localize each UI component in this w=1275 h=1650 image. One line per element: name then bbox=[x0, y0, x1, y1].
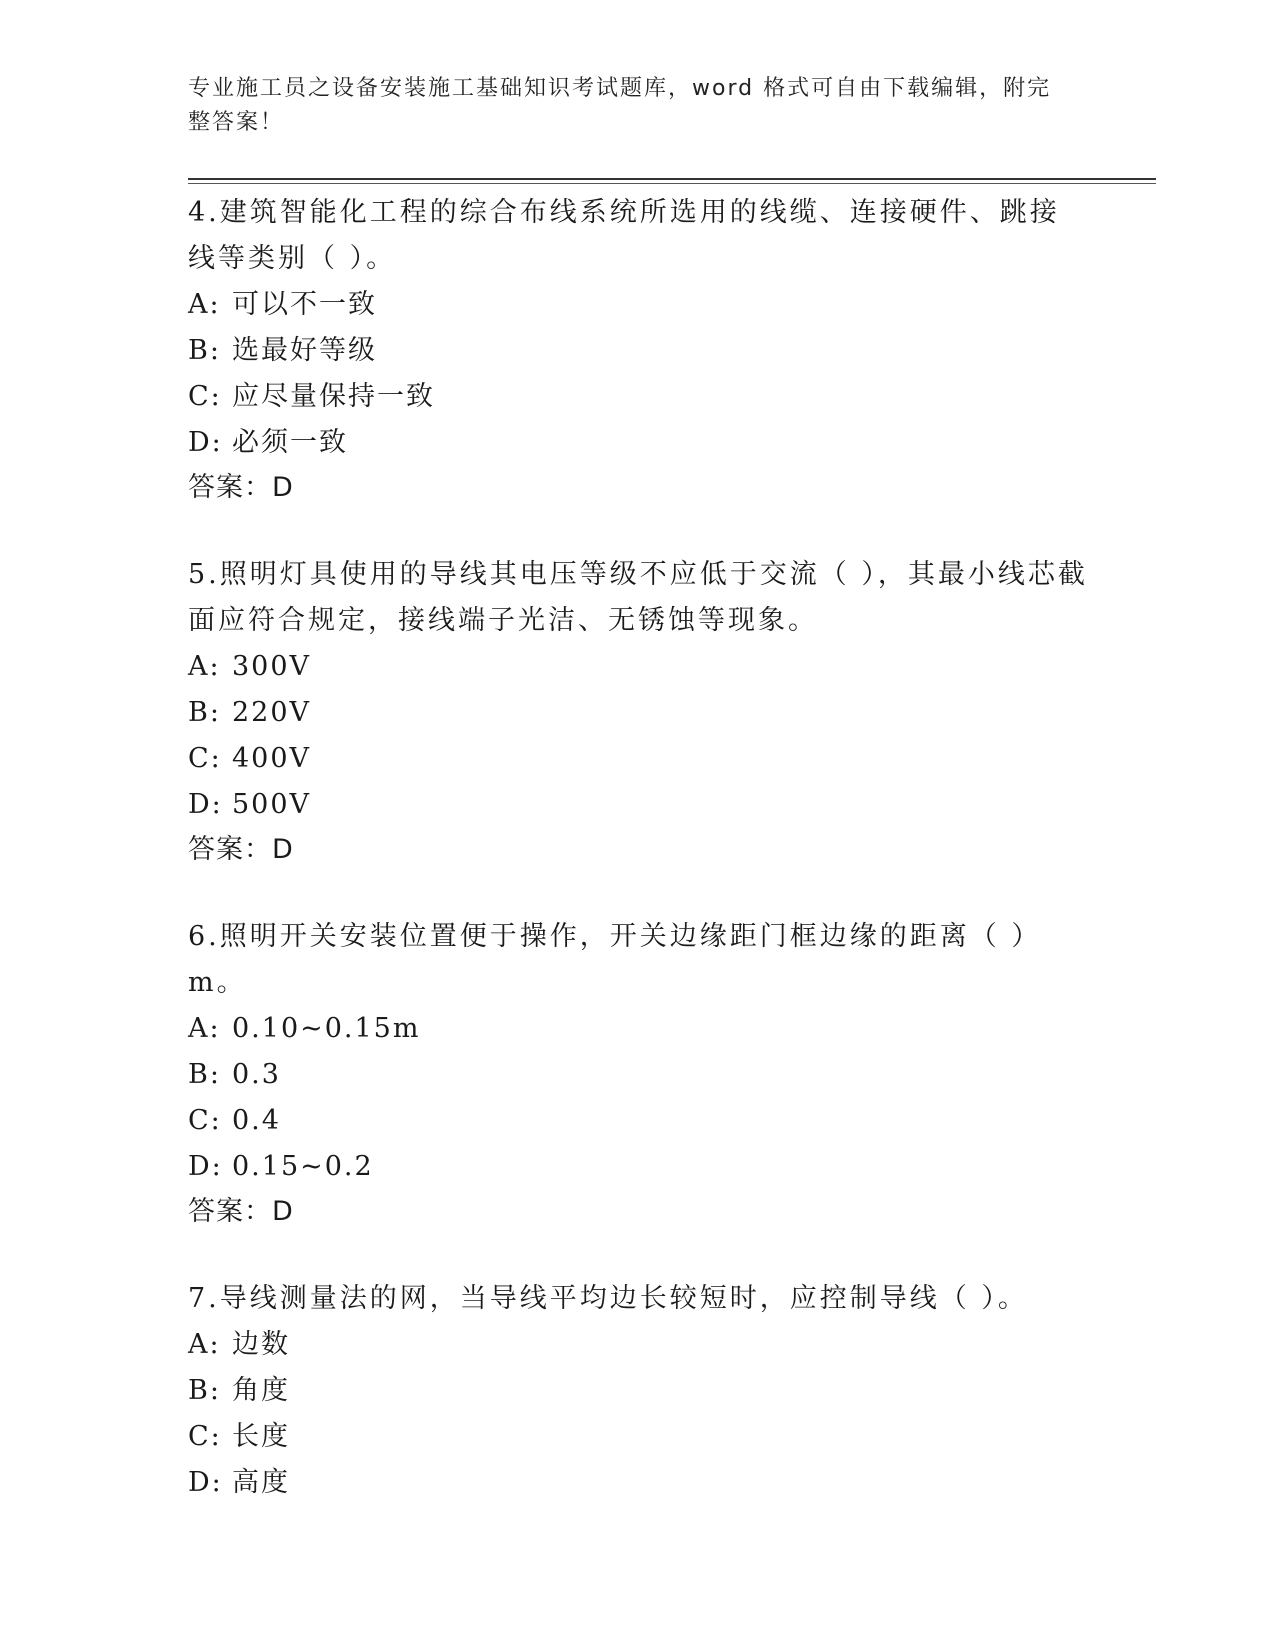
question-item bbox=[188, 914, 1088, 1234]
header-divider-thick bbox=[188, 178, 1156, 180]
answer-line: 答案：D bbox=[188, 472, 294, 503]
option-letter: A: bbox=[188, 289, 221, 320]
question-item bbox=[188, 552, 1088, 872]
option-text: 400V bbox=[232, 743, 312, 774]
header-divider-thin bbox=[188, 183, 1156, 184]
option-c bbox=[188, 374, 1088, 420]
question-item bbox=[188, 190, 1088, 510]
question-stem: 4.建筑智能化工程的综合布线系统所选用的线缆、连接硬件、跳接线等类别（ ）。 bbox=[188, 197, 1060, 274]
question-stem: 7.导线测量法的网，当导线平均边长较短时，应控制导线（ ）。 bbox=[188, 1283, 1028, 1314]
option-letter: D: bbox=[188, 789, 223, 820]
option-letter: C: bbox=[188, 1105, 222, 1136]
option-letter: A: bbox=[188, 651, 221, 682]
option-text: 0.10~0.15m bbox=[232, 1013, 421, 1044]
option-letter: D: bbox=[188, 1151, 223, 1182]
option-text: 500V bbox=[232, 789, 312, 820]
option-text: 0.3 bbox=[232, 1059, 281, 1090]
option-letter: D: bbox=[188, 427, 223, 458]
option-letter: D: bbox=[188, 1467, 223, 1498]
option-letter: B: bbox=[188, 335, 221, 366]
question-stem: 6.照明开关安装位置便于操作，开关边缘距门框边缘的距离（ ）m。 bbox=[188, 921, 1042, 998]
option-text: 高度 bbox=[232, 1467, 290, 1498]
option-text: 220V bbox=[232, 697, 312, 728]
option-letter: A: bbox=[188, 1013, 221, 1044]
option-a bbox=[188, 1322, 1088, 1368]
option-text: 可以不一致 bbox=[232, 289, 377, 320]
option-d bbox=[188, 1460, 1088, 1506]
option-d bbox=[188, 420, 1088, 466]
option-text: 300V bbox=[232, 651, 312, 682]
question-list bbox=[188, 190, 1088, 1548]
option-c bbox=[188, 1414, 1088, 1460]
answer-line: 答案：D bbox=[188, 1196, 294, 1227]
option-a bbox=[188, 644, 1088, 690]
document-header: 专业施工员之设备安装施工基础知识考试题库，word 格式可自由下载编辑，附完整答案！ bbox=[188, 76, 1052, 135]
option-b bbox=[188, 1052, 1088, 1098]
option-text: 角度 bbox=[232, 1375, 290, 1406]
option-text: 必须一致 bbox=[232, 427, 348, 458]
option-letter: C: bbox=[188, 743, 222, 774]
answer-line: 答案：D bbox=[188, 834, 294, 865]
option-text: 0.4 bbox=[232, 1105, 281, 1136]
option-text: 边数 bbox=[232, 1329, 290, 1360]
option-text: 应尽量保持一致 bbox=[232, 381, 435, 412]
option-b bbox=[188, 1368, 1088, 1414]
option-letter: B: bbox=[188, 697, 221, 728]
option-d bbox=[188, 1144, 1088, 1190]
option-letter: C: bbox=[188, 1421, 222, 1452]
option-c bbox=[188, 736, 1088, 782]
option-text: 长度 bbox=[232, 1421, 290, 1452]
option-letter: B: bbox=[188, 1059, 221, 1090]
option-b bbox=[188, 328, 1088, 374]
question-item bbox=[188, 1276, 1088, 1506]
option-text: 选最好等级 bbox=[232, 335, 377, 366]
option-a bbox=[188, 282, 1088, 328]
option-letter: C: bbox=[188, 381, 222, 412]
option-letter: A: bbox=[188, 1329, 221, 1360]
option-d bbox=[188, 782, 1088, 828]
option-c bbox=[188, 1098, 1088, 1144]
option-b bbox=[188, 690, 1088, 736]
option-letter: B: bbox=[188, 1375, 221, 1406]
option-a bbox=[188, 1006, 1088, 1052]
question-stem: 5.照明灯具使用的导线其电压等级不应低于交流（ ），其最小线芯截面应符合规定，接线端子光洁、无锈蚀等现象。 bbox=[188, 559, 1088, 636]
option-text: 0.15~0.2 bbox=[232, 1151, 374, 1182]
